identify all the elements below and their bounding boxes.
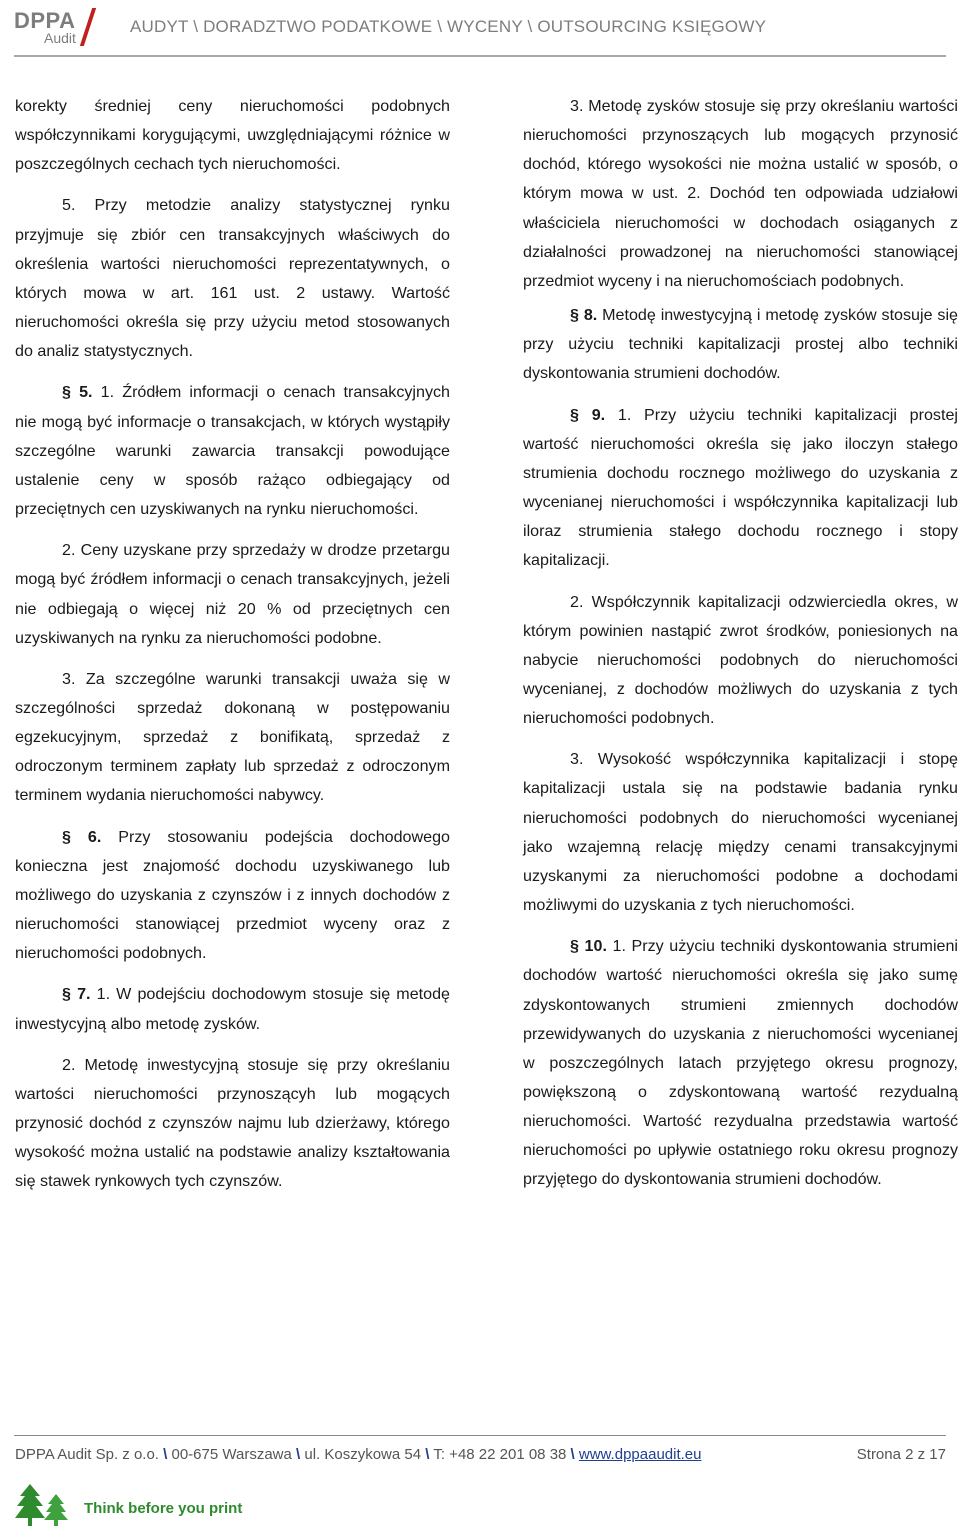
footer-city: 00-675 Warszawa [171,1446,292,1463]
dppa-audit-logo [14,6,96,46]
footer-slogan: Think before you print [84,1500,243,1517]
page-header [0,0,960,62]
paragraph [523,932,958,1194]
paragraph: 2. Ceny uzyskane przy sprzedaży w drodze przetargu mogą być źródłem informacji o cenach transakcyjnych, jeżeli nie odbiegają o więcej niż 20 % od przeciętnych cen uzyskiwanych na rynku za nieruchomości podobne. [15,541,450,647]
paragraph-text: Metodę inwestycyjną i metodę zysków stosuje się przy użyciu techniki kapitalizacji prostej albo techniki dyskontowania strumieni dochodów. [523,306,958,383]
footer-separator: \ [296,1446,301,1463]
section-symbol: § 10. [570,937,607,956]
tree-icon [14,1482,74,1528]
header-tagline: AUDYT \ DORADZTWO PODATKOWE \ WYCENY \ OUTSOURCING KSIĘGOWY [130,17,767,36]
left-column [15,92,450,1208]
paragraph [523,301,958,388]
paragraph-text: 1. Przy użyciu techniki kapitalizacji prostej wartość nieruchomości określa się jako iloczyn stałego strumienia dochodu rocznego możliwego do uzyskania z wycenianej nieruchomości i współczynnika kapitalizacji lub iloraz strumienia stałego dochodu rocznego i stopy kapitalizacji. [523,405,958,570]
paragraph: korekty średniej ceny nieruchomości podobnych współczynnikami korygującymi, uwzględniającymi różnice w poszczególnych cechach tych nieruchomości. [15,97,450,174]
paragraph [15,980,450,1038]
logo-slash-mark [80,8,96,46]
footer-divider [14,1435,946,1436]
paragraph [15,823,450,969]
right-column [523,92,958,1207]
paragraph-text: Przy stosowaniu podejścia dochodowego konieczna jest znajomość dochodu uzyskiwanego lub możliwego do uzyskania z czynszów i z innych dochodów z nieruchomości stanowiącej przedmiot wyceny oraz z nieruchomości podobnych. [15,827,450,963]
footer-separator: \ [163,1446,168,1463]
footer-company: DPPA Audit Sp. z o.o. [15,1446,159,1463]
logo-text: DPPA [14,8,76,33]
footer-separator: \ [570,1446,575,1463]
paragraph: 3. Za szczególne warunki transakcji uważa się w szczególności sprzedaż dokonaną w postępowaniu egzekucyjnym, sprzedaż z bonifikatą, sprzedaż z odroczonym terminem zapłaty lub sprzedaż z odroczonym terminem wydania nieruchomości nabywcy. [15,669,450,805]
paragraph [523,401,958,576]
footer-phone: T: +48 22 201 08 38 [433,1446,567,1463]
section-symbol: § 5. [62,383,93,402]
footer-website-link[interactable]: www.dppaaudit.eu [578,1446,702,1463]
page-footer [0,1420,960,1530]
footer-street: ul. Koszykowa 54 [304,1446,422,1463]
paragraph: 5. Przy metodzie analizy statystycznej rynku przyjmuje się zbiór cen transakcyjnych właściwych do określenia wartości nieruchomości reprezentatywnych, o których mowa w art. 161 ust. 2 ustawy. Wartość nieruchomości określa się przy użyciu metod stosowanych do analiz statystycznych. [15,196,450,361]
header-divider [14,55,946,57]
section-symbol: § 8. [570,306,598,325]
paragraph: 2. Metodę inwestycyjną stosuje się przy określaniu wartości nieruchomości przynoszącyh lub mogących przynosić dochód z czynszów najmu lub dzierżawy, którego wysokość można ustalić na podstawie analizy kształtowania się stawek rynkowych tych czynszów. [15,1055,450,1191]
section-symbol: § 7. [62,985,91,1004]
paragraph: 3. Wysokość współczynnika kapitalizacji i stopę kapitalizacji ustala się na podstawie badania rynku nieruchomości podobnych do nieruchomości wycenianej jako wzajemną relację między cenami transakcyjnymi uzyskanymi za nieruchomości podobne a dochodami możliwymi do uzyskania z tych nieruchomości. [523,750,958,915]
paragraph: 3. Metodę zysków stosuje się przy określaniu wartości nieruchomości przynoszących lub mogących przynosić dochód, którego wysokości nie można ustalić w sposób, o którym mowa w ust. 2. Dochód ten odpowiada udziałowi właściciela nieruchomości w dochodach osiąganych z działalności prowadzonej na nieruchomości stanowiącej przedmiot wyceny i na nieruchomościach podobnych. [523,97,958,290]
paragraph: 2. Współczynnik kapitalizacji odzwierciedla okres, w którym powinien nastąpić zwrot środków, poniesionych na nabycie nieruchomości podobnych do nieruchomości wycenianej, z dochodów możliwych do uzyskania z tych nieruchomości podobnych. [523,592,958,728]
section-symbol: § 6. [62,827,102,846]
footer-separator: \ [425,1446,430,1463]
page-number: Strona 2 z 17 [856,1446,946,1463]
section-symbol: § 9. [570,405,606,424]
logo-subtext: Audit [44,30,76,46]
paragraph [15,378,450,524]
footer-contact [15,1446,701,1463]
paragraph-text: 1. W podejściu dochodowym stosuje się metodę inwestycyjną albo metodę zysków. [15,985,450,1033]
paragraph-text: 1. Źródłem informacji o cenach transakcyjnych nie mogą być informacje o transakcjach, w których wystąpiły szczególne warunki zawarcia transakcji powodujące ustalenie ceny w sposób rażąco odbiegający od przeciętnych cen uzyskiwanych na rynku nieruchomości. [15,383,450,519]
paragraph-text: 1. Przy użyciu techniki dyskontowania strumieni dochodów wartość nieruchomości określa się jako sumę zdyskontowanych strumieni zmiennych dochodów przewidywanych do uzyskania z nieruchomości wycenianej w poszczególnych latach przyjętego okresu prognozy, powiększoną o zdyskontowaną wartość rezydualną nieruchomości. Wartość rezydualna przedstawia wartość nieruchomości po upływie ostatniego roku okresu prognozy przyjętego do dyskontowania strumieni dochodów. [523,937,959,1189]
